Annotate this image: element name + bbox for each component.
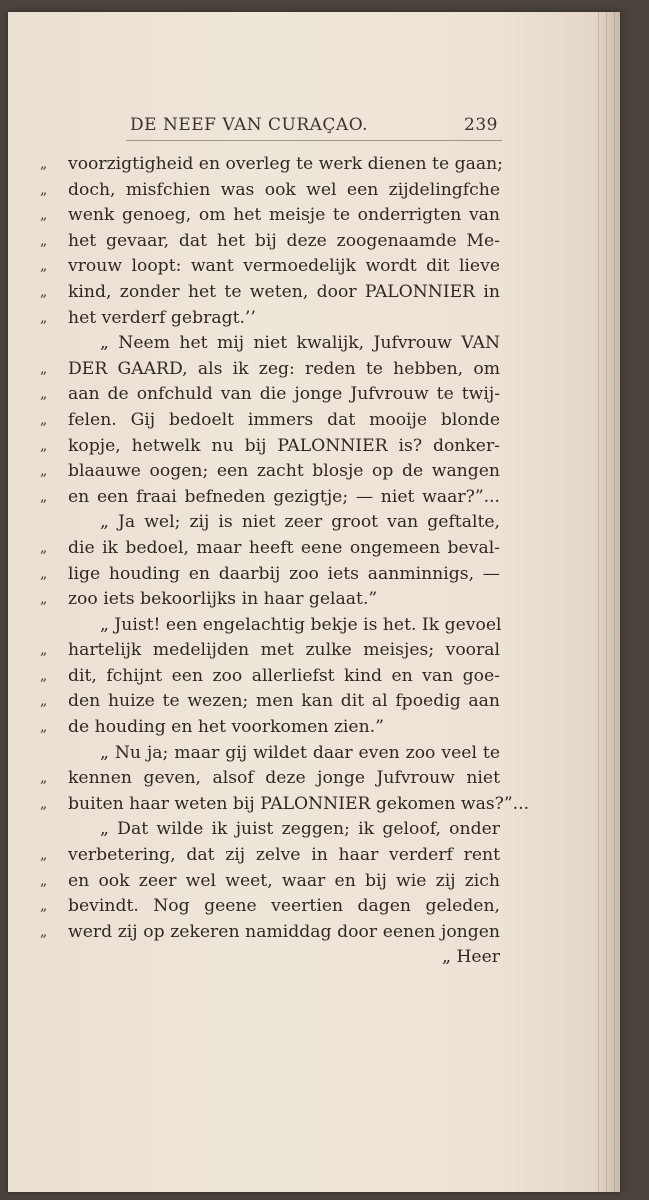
text-line (40, 306, 500, 332)
page-number: 239 (464, 115, 498, 135)
line-text: het gevaar, dat het bij deze zoogenaamde Me- (68, 230, 500, 251)
line-text: kind, zonder het te weten, door PALONNIER in (68, 281, 500, 302)
body-text (40, 152, 530, 971)
quote-mark: „ (40, 770, 48, 787)
quote-mark: „ (40, 872, 48, 889)
line-text: doch, misfchien was ook wel een zijdelingfche (68, 179, 500, 200)
quote-mark: „ (40, 898, 48, 915)
text-line (40, 920, 500, 946)
line-text: zoo iets bekoorlijks in haar gelaat.” (68, 589, 378, 610)
line-text: aan de onfchuld van die jonge Jufvrouw te twij- (68, 384, 500, 405)
quote-mark: „ (40, 847, 48, 864)
line-text: den huize te wezen; men kan dit al fpoedig aan (68, 691, 500, 712)
line-text: het verderf gebragt.’’ (68, 307, 256, 328)
line-text: die ik bedoel, maar heeft eene ongemeen beval- (68, 537, 500, 558)
line-text: kennen geven, alsof deze jonge Jufvrouw niet (68, 768, 500, 789)
text-line (40, 434, 500, 460)
quote-mark: „ (40, 667, 48, 684)
text-line (40, 229, 500, 255)
text-line (40, 485, 500, 511)
quote-mark: „ (40, 360, 48, 377)
line-text: buiten haar weten bij PALONNIER gekomen was?”... (68, 793, 530, 814)
quote-mark: „ (40, 591, 48, 608)
text-line (40, 741, 500, 767)
line-text: „ Juist! een engelachtig bekje is het. Ik gevoel (100, 614, 502, 635)
line-text: verbetering, dat zij zelve in haar verderf rent (68, 845, 500, 866)
text-line (40, 382, 500, 408)
text-line (40, 587, 500, 613)
quote-mark: „ (40, 795, 48, 812)
page-edge (592, 12, 620, 1192)
quote-mark: „ (40, 283, 48, 300)
text-line (40, 357, 500, 383)
line-text: „ Heer (442, 947, 500, 968)
line-text: felen. Gij bedoelt immers dat mooije blonde (68, 409, 500, 430)
quote-mark: „ (40, 181, 48, 198)
text-line (40, 536, 500, 562)
quote-mark: „ (40, 693, 48, 710)
quote-mark: „ (40, 437, 48, 454)
line-text: kopje, hetwelk nu bij PALONNIER is? donker- (68, 435, 500, 456)
line-text: blaauwe oogen; een zacht blosje op de wangen (68, 461, 500, 482)
line-text: „ Ja wel; zij is niet zeer groot van geftalte, (100, 512, 500, 533)
quote-mark: „ (40, 386, 48, 403)
text-line (40, 510, 500, 536)
quote-mark: „ (40, 539, 48, 556)
line-text: de houding en het voorkomen zien.” (68, 717, 384, 738)
header-rule (126, 140, 502, 141)
quote-mark: „ (40, 411, 48, 428)
text-line (40, 203, 500, 229)
text-line (40, 254, 500, 280)
line-text: vrouw loopt: want vermoedelijk wordt dit lieve (68, 256, 500, 277)
line-text: bevindt. Nog geene veertien dagen geleden, (68, 896, 500, 917)
text-line (40, 843, 500, 869)
text-line (40, 613, 500, 639)
text-line (40, 715, 500, 741)
quote-mark: „ (40, 309, 48, 326)
quote-mark: „ (40, 642, 48, 659)
quote-mark: „ (40, 232, 48, 249)
text-line (40, 766, 500, 792)
text-line (40, 792, 530, 818)
text-line (40, 152, 503, 178)
text-line (40, 331, 500, 357)
text-line (40, 459, 500, 485)
quote-mark: „ (40, 719, 48, 736)
line-text: en ook zeer wel weet, waar en bij wie zij zich (68, 870, 500, 891)
line-text: en een fraai befneden gezigtje; — niet waar?”... (68, 486, 500, 507)
text-line (40, 280, 500, 306)
running-head (130, 115, 498, 141)
text-line (40, 638, 500, 664)
quote-mark: „ (40, 463, 48, 480)
quote-mark: „ (40, 923, 48, 940)
text-line (40, 945, 500, 971)
book-page (8, 12, 620, 1192)
text-line (40, 562, 500, 588)
quote-mark: „ (40, 156, 48, 172)
line-text: „ Nu ja; maar gij wildet daar even zoo veel te (100, 742, 500, 763)
text-line (40, 664, 500, 690)
line-text: lige houding en daarbij zoo iets aanminnigs, — (68, 563, 500, 584)
text-line (40, 869, 500, 895)
line-text: „ Neem het mij niet kwalijk, Jufvrouw VAN (100, 333, 500, 354)
text-line (40, 689, 500, 715)
quote-mark: „ (40, 488, 48, 505)
text-line (40, 408, 500, 434)
line-text: DER GAARD, als ik zeg: reden te hebben, om (68, 358, 500, 379)
line-text: dit, fchijnt een zoo allerliefst kind en van goe- (68, 665, 500, 686)
text-line (40, 817, 500, 843)
text-line (40, 178, 500, 204)
line-text: werd zij op zekeren namiddag door eenen jongen (68, 921, 500, 942)
line-text: voorzigtigheid en overleg te werk dienen te gaan; (68, 154, 503, 174)
quote-mark: „ (40, 207, 48, 224)
line-text: wenk genoeg, om het meisje te onderrigten van (68, 205, 500, 226)
line-text: hartelijk medelijden met zulke meisjes; vooral (68, 640, 500, 661)
running-head-title: DE NEEF VAN CURAÇAO. (130, 115, 369, 135)
text-line (40, 894, 500, 920)
line-text: „ Dat wilde ik juist zeggen; ik geloof, onder (100, 819, 500, 840)
quote-mark: „ (40, 258, 48, 275)
quote-mark: „ (40, 565, 48, 582)
